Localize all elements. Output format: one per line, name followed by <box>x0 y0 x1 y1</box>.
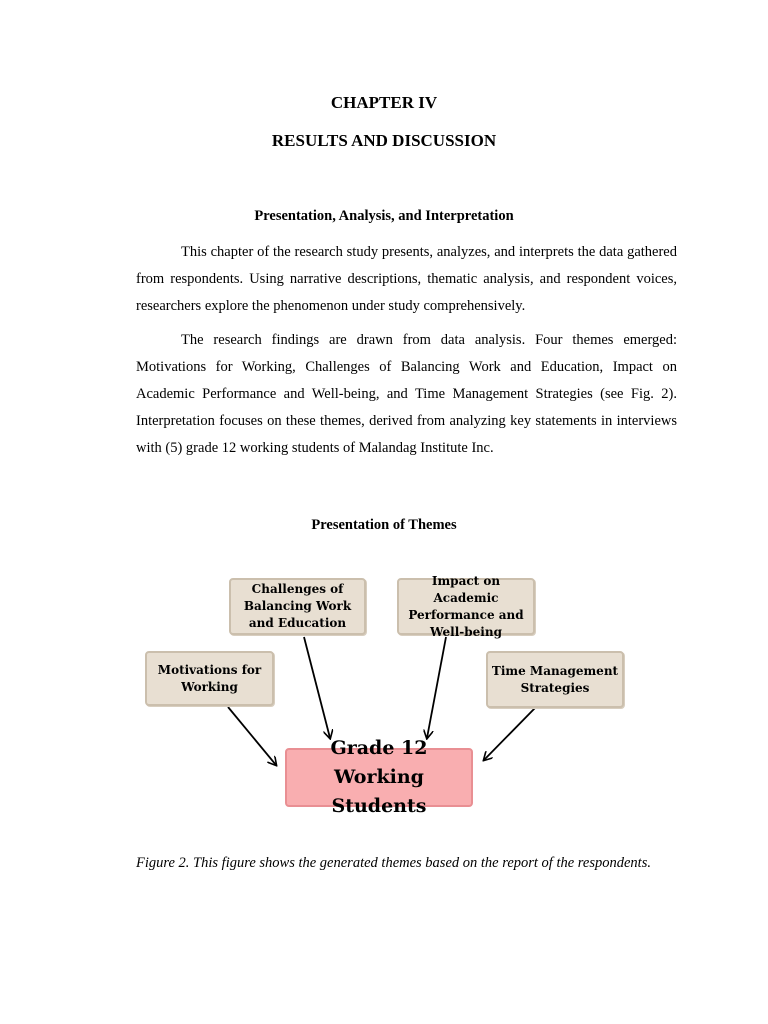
theme-label: Impact on Academic Performance and Well-being <box>408 573 524 639</box>
theme-box-impact <box>397 573 535 639</box>
theme-box-motivations <box>145 651 274 706</box>
paragraph-findings: The research findings are drawn from data analysis. Four themes emerged: Motivations for Working, Challenges of Balancing Work and Education, Impact on Academic Performance and Well-being, and Time Management Strategies (see Fig. 2). Interpretation focuses on these themes, derived from analyzing key statements in interviews with (5) grade 12 working students of Malandag Institute Inc. <box>136 332 677 456</box>
theme-label: Challenges of Balancing Work and Education <box>243 582 352 630</box>
themes-heading: Presentation of Themes <box>311 517 457 533</box>
chapter-title: RESULTS AND DISCUSSION <box>271 131 497 150</box>
center-box-students <box>285 737 473 817</box>
theme-box-time-management <box>486 651 624 708</box>
chapter-heading: CHAPTER IV <box>330 93 438 112</box>
theme-box-challenges <box>229 578 366 635</box>
center-label: Grade 12 Working Students <box>330 737 428 817</box>
paragraph-intro: This chapter of the research study presents, analyzes, and interprets the data gathered from respondents. Using narrative descriptions, thematic analysis, and respondent voices, researchers explore the phenomenon under study comprehensively. <box>136 244 677 314</box>
theme-label: Time Management Strategies <box>491 663 619 695</box>
arrow-impact <box>427 637 446 738</box>
section-heading: Presentation, Analysis, and Interpretation <box>254 208 514 224</box>
arrow-motivations <box>228 707 276 765</box>
arrow-time <box>484 708 535 760</box>
figure-caption: Figure 2. This figure shows the generated themes based on the report of the respondents. <box>136 855 651 871</box>
theme-label: Motivations for Working <box>157 662 262 694</box>
arrow-challenges <box>304 637 330 738</box>
themes-diagram <box>0 560 768 820</box>
